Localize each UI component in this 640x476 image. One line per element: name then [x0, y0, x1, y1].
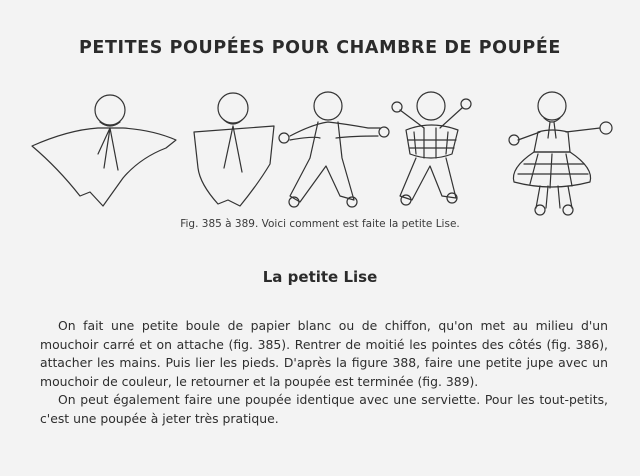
figure-387-illustration [279, 92, 389, 207]
figure-386-illustration [194, 93, 274, 206]
paragraph: On peut également faire une poupée identique avec une serviette. Pour les tout-petits, c'est une poupée à jeter très pratique. [40, 392, 608, 426]
figure-389-illustration [509, 92, 612, 215]
figure-385-illustration [32, 95, 176, 206]
body-text [40, 317, 608, 429]
figure-388-illustration [392, 92, 471, 205]
figure-caption: Fig. 385 à 389. Voici comment est faite la petite Lise. [180, 218, 460, 230]
doll-illustrations [28, 88, 618, 218]
page-title: PETITES POUPÉES POUR CHAMBRE DE POUPÉE [79, 38, 561, 58]
paragraph: On fait une petite boule de papier blanc ou de chiffon, qu'on met au milieu d'un mouchoir carré et on attache (fig. 385). Rentrer de moitié les pointes des côtés (fig. 386), attacher les mains. Puis lier les pieds. D'après la figure 388, faire une petite jupe avec un mouchoir de couleur, le retourner et la poupée est terminée (fig. 389). [40, 318, 608, 389]
section-heading: La petite Lise [262, 268, 378, 286]
